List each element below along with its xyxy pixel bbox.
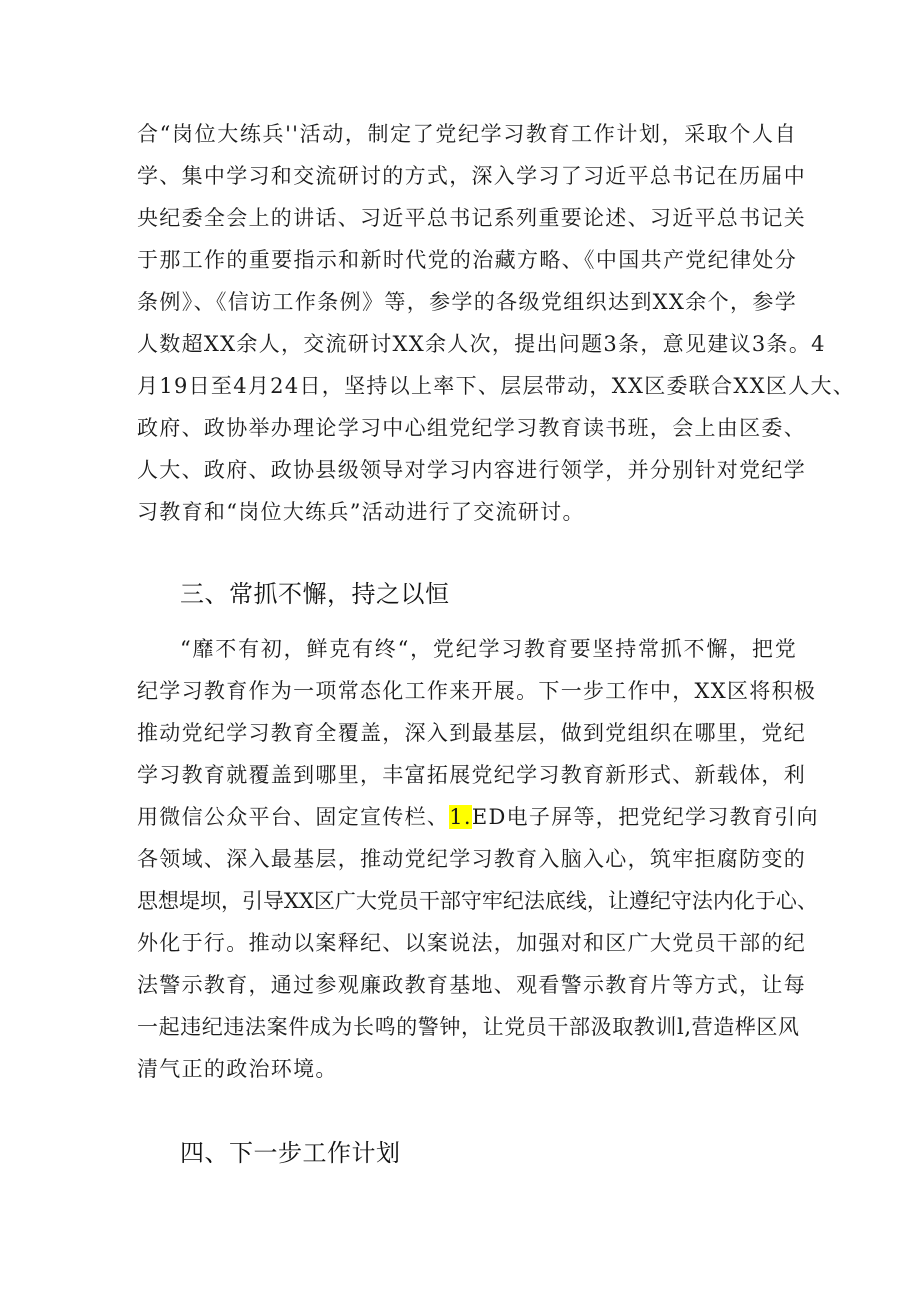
text-line: 月19日至4月24日，坚持以上率下、层层带动，XX区委联合XX区人大、 <box>137 374 856 398</box>
text-line: 学习教育就覆盖到哪里，丰富拓展党纪学习教育新形式、新载体，利 <box>137 763 806 787</box>
text-line: 外化于行。推动以案释纪、以案说法，加强对和区广大党员干部的纪 <box>137 931 806 955</box>
text-segment: ED电子屏等，把党纪学习教育引向 <box>471 805 819 829</box>
text-line: 各领域、深入最基层，推动党纪学习教育入脑入心，筑牢拒腐防变的 <box>137 847 806 871</box>
text-line: 思想堤坝，引导XX区广大党员干部守牢纪法底线，让遵纪守法内化于心、 <box>137 889 818 913</box>
text-line: 推动党纪学习教育全覆盖，深入到最基层，做到党组织在哪里，党纪 <box>137 721 806 745</box>
text-line: 于那工作的重要指示和新时代党的治藏方略、《中国共产党纪律处分 <box>137 248 797 272</box>
text-line: 人大、政府、政协县级领导对学习内容进行领学，并分别针对党纪学 <box>137 458 806 482</box>
text-line: 学、集中学习和交流研讨的方式，深入学习了习近平总书记在历届中 <box>137 164 806 188</box>
text-segment: 用微信公众平台、固定宣传栏、 <box>137 805 450 829</box>
section-heading-4: 四、下一步工作计划 <box>180 1139 401 1167</box>
highlighted-text: 1. <box>449 805 472 829</box>
text-line-with-highlight <box>137 797 819 837</box>
text-line: 人数超XX余人，交流研讨XX余人次，提出问题3条，意见建议3条。4 <box>137 332 826 356</box>
text-line: 清气正的政治环境。 <box>137 1057 338 1081</box>
section-heading-3: 三、常抓不懈，持之以恒 <box>180 580 450 608</box>
text-line: 法警示教育，通过参观廉政教育基地、观看警示教育片等方式，让每 <box>137 973 806 997</box>
text-line: “靡不有初，鲜克有终“，党纪学习教育要坚持常抓不懈，把党 <box>180 637 797 661</box>
text-line: 政府、政协举办理论学习中心组党纪学习教育读书班，会上由区委、 <box>137 416 806 440</box>
text-line: 央纪委全会上的讲话、习近平总书记系列重要论述、习近平总书记关 <box>137 206 806 230</box>
text-line: 一起违纪违法案件成为长鸣的警钟，让党员干部汲取教训l,营造桦区风 <box>137 1015 800 1039</box>
text-line: 习教育和“岗位大练兵”活动进行了交流研讨。 <box>137 500 585 524</box>
text-line: 条例》、《信访工作条例》等，参学的各级党组织达到XX余个，参学 <box>137 290 797 314</box>
text-line: 纪学习教育作为一项常态化工作来开展。下一步工作中，XX区将积极 <box>137 679 817 703</box>
text-line: 合“岗位大练兵''活动，制定了党纪学习教育工作计划，采取个人自 <box>137 122 797 146</box>
